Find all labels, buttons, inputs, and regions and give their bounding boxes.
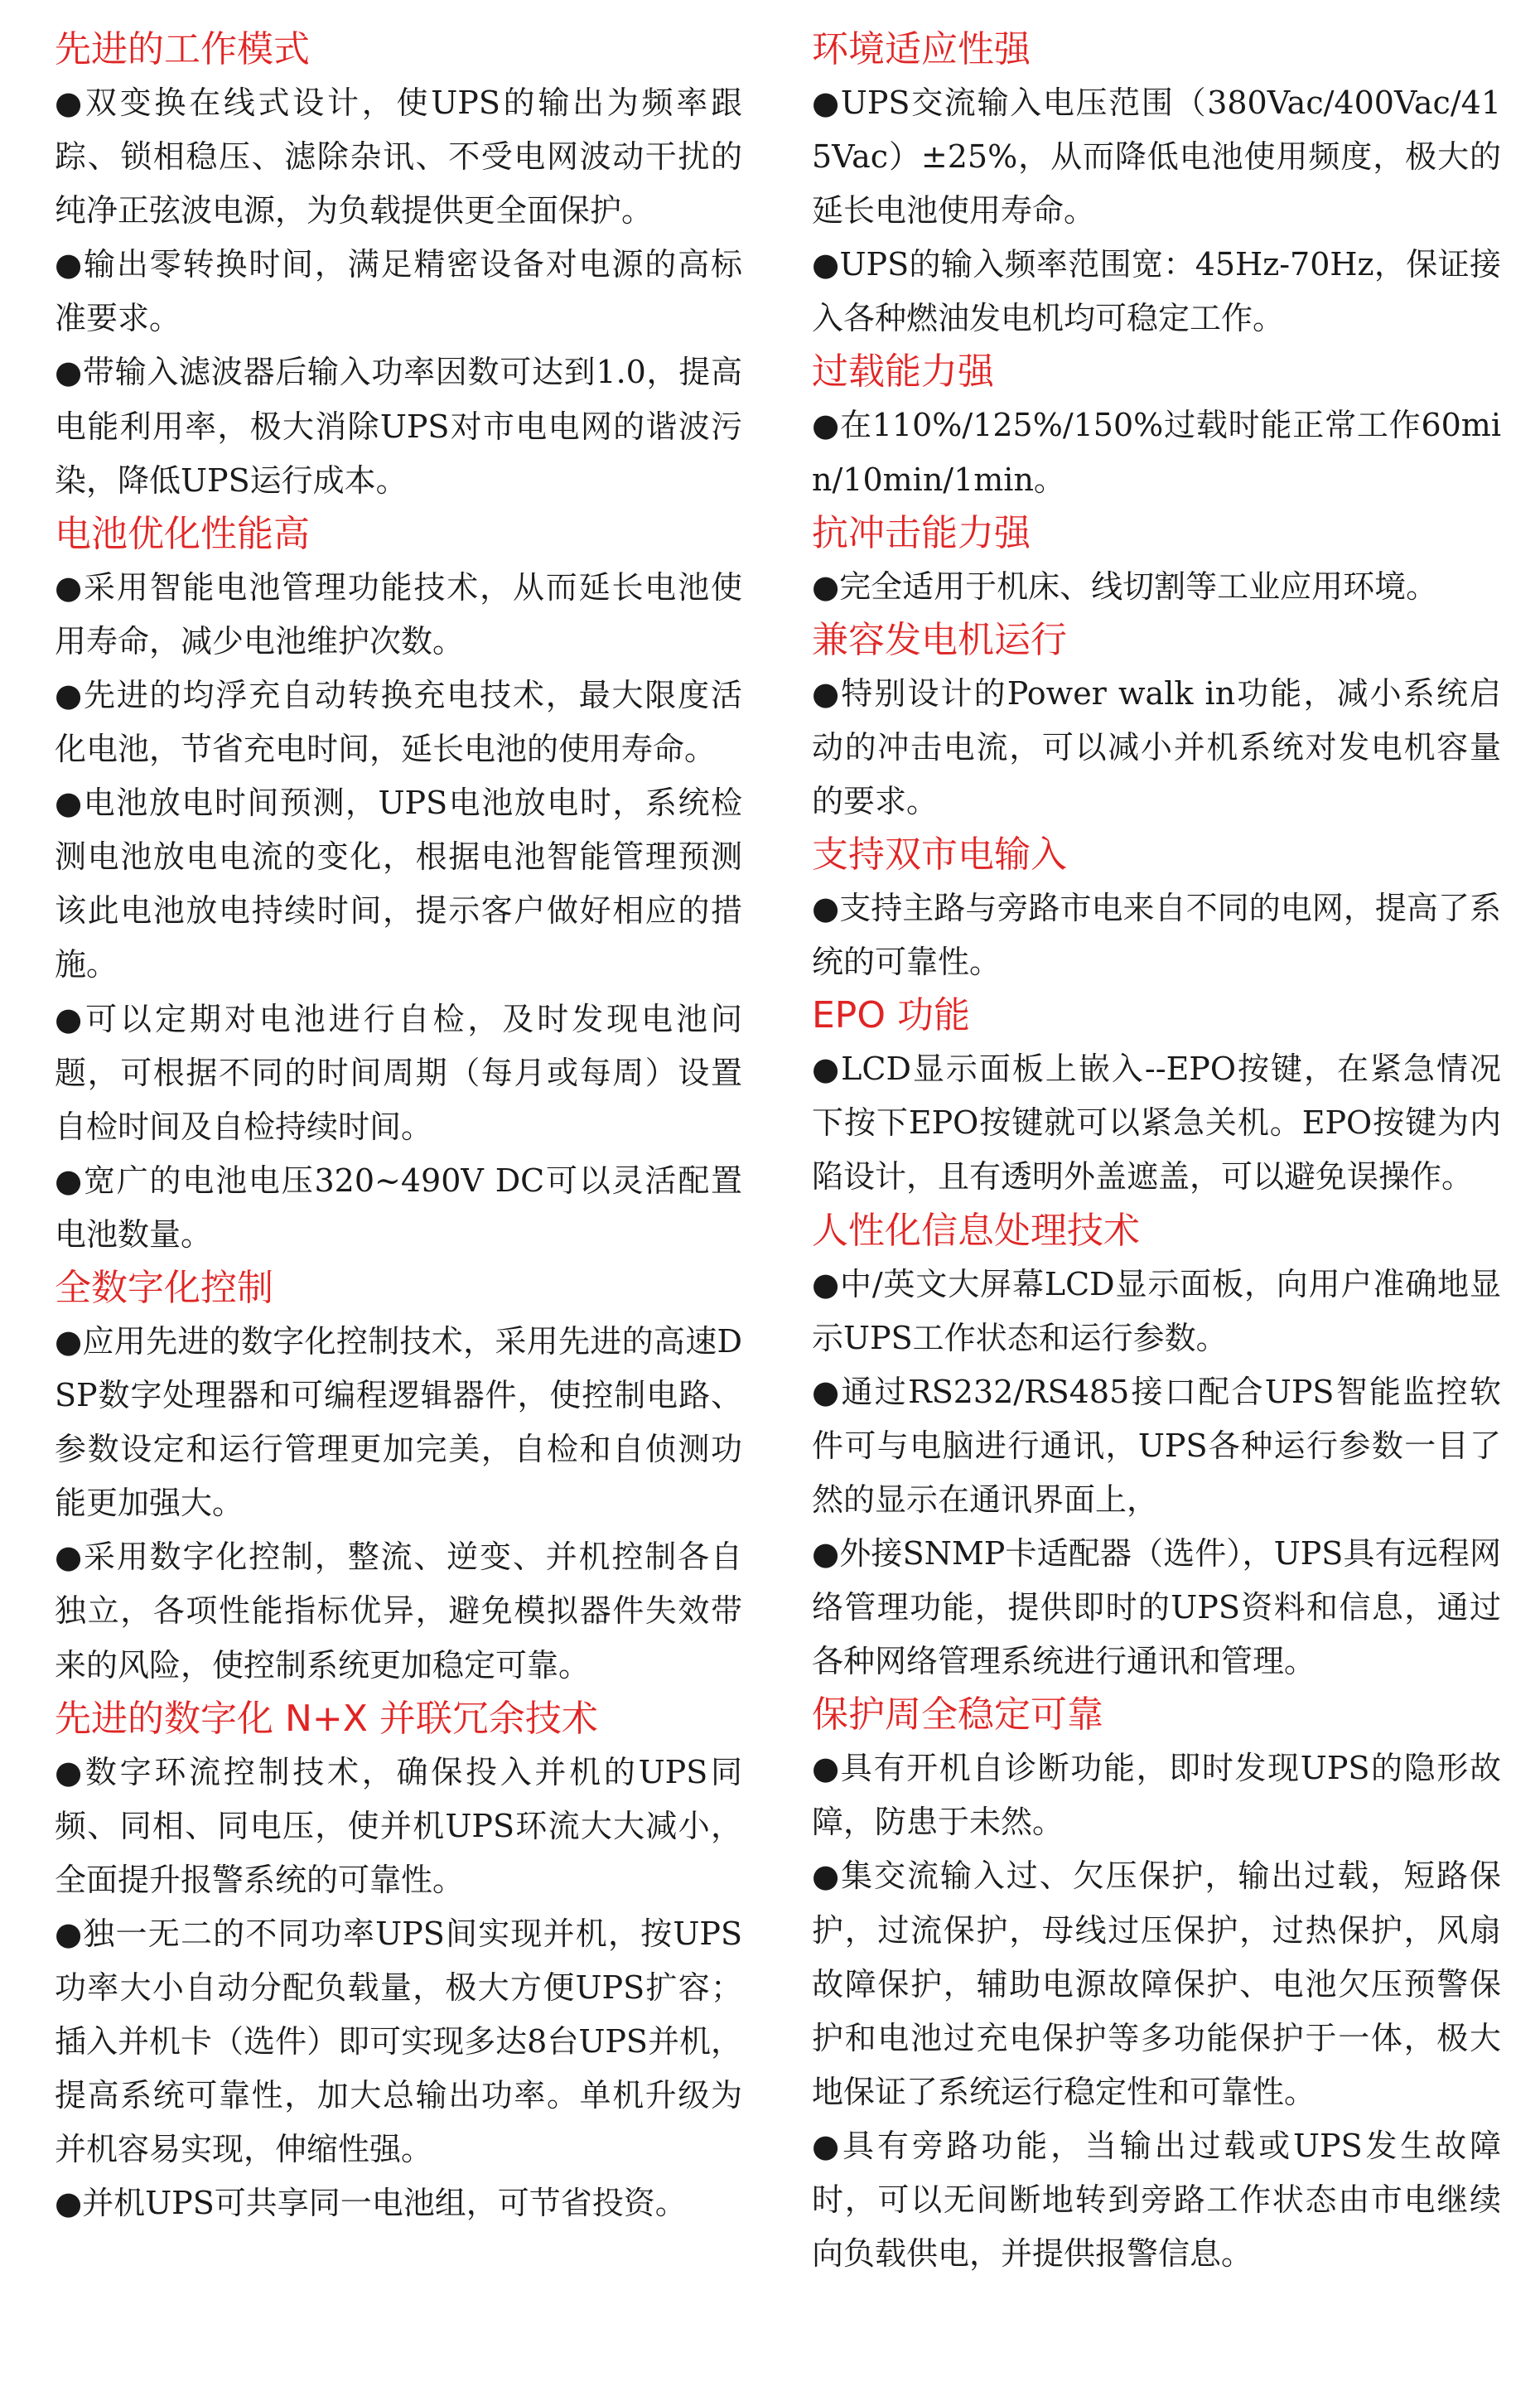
bullet-paragraph: ●采用智能电池管理功能技术，从而延长电池使用寿命，减少电池维护次数。 — [55, 568, 742, 659]
bullet-paragraph: ●带输入滤波器后输入功率因数可达到1.0，提高电能利用率，极大消除UPS对市电电网的谐波污染，降低UPS运行成本。 — [55, 354, 742, 499]
bullet-paragraph: ●并机UPS可共享同一电池组，可节省投资。 — [55, 2185, 687, 2222]
section-title: 抗冲击能力强 — [812, 511, 1031, 554]
section-title: 先进的数字化 N+X 并联冗余技术 — [55, 1697, 598, 1740]
bullet-paragraph: ●双变换在线式设计，使UPS的输出为频率跟踪、锁相稳压、滤除杂讯、不受电网波动干扰的纯净正弦波电源，为负载提供更全面保护。 — [55, 85, 742, 229]
bullet-paragraph: ●通过RS232/RS485接口配合UPS智能监控软件可与电脑进行通讯，UPS各种运行参数一目了然的显示在通讯界面上， — [812, 1373, 1501, 1518]
bullet-paragraph: ●独一无二的不同功率UPS间实现并机，按UPS功率大小自动分配负载量，极大方便UPS扩容；插入并机卡（选件）即可实现多达8台UPS并机，提高系统可靠性，加大总输出功率。单机升级为并机容易实现，伸缩性强。 — [55, 1915, 742, 2168]
bullet-paragraph: ●特别设计的Power walk in功能，减小系统启动的冲击电流，可以减小并机系统对发电机容量的要求。 — [812, 674, 1501, 819]
section-title: 保护周全稳定可靠 — [812, 1693, 1103, 1737]
bullet-paragraph: ●数字环流控制技术，确保投入并机的UPS同频、同相、同电压，使并机UPS环流大大减小，全面提升报警系统的可靠性。 — [55, 1753, 742, 1898]
left-column — [55, 23, 742, 2230]
bullet-paragraph: ●电池放电时间预测，UPS电池放电时，系统检测电池放电电流的变化，根据电池智能管理预测该此电池放电持续时间，提示客户做好相应的措施。 — [55, 785, 742, 983]
section-title: 兼容发电机运行 — [812, 618, 1067, 661]
bullet-paragraph: ●先进的均浮充自动转换充电技术，最大限度活化电池，节省充电时间，延长电池的使用寿命。 — [55, 676, 742, 768]
bullet-paragraph: ●采用数字化控制，整流、逆变、并机控制各自独立，各项性能指标优异，避免模拟器件失效带来的风险，使控制系统更加稳定可靠。 — [55, 1539, 742, 1684]
bullet-paragraph: ●应用先进的数字化控制技术，采用先进的高速DSP数字处理器和可编程逻辑器件，使控制电路、参数设定和运行管理更加完美，自检和自侦测功能更加强大。 — [55, 1322, 742, 1522]
section-title: 环境适应性强 — [812, 28, 1031, 70]
section-title: 电池优化性能高 — [55, 512, 310, 555]
section-title: 全数字化控制 — [55, 1266, 273, 1309]
bullet-paragraph: ●UPS的输入频率范围宽：45Hz-70Hz，保证接入各种燃油发电机均可稳定工作。 — [812, 246, 1501, 337]
section-title: 先进的工作模式 — [55, 28, 310, 70]
bullet-paragraph: ●具有旁路功能，当输出过载或UPS发生故障时，可以无间断地转到旁路工作状态由市电继续向负载供电，并提供报警信息。 — [812, 2127, 1501, 2273]
bullet-paragraph: ●集交流输入过、欠压保护，输出过载，短路保护，过流保护，母线过压保护，过热保护，风扇故障保护，辅助电源故障保护、电池欠压预警保护和电池过充电保护等多功能保护于一体，极大地保证了系统运行稳定性和可靠性。 — [812, 1858, 1501, 2110]
bullet-paragraph: ●可以定期对电池进行自检，及时发现电池问题，可根据不同的时间周期（每月或每周）设置自检时间及自检持续时间。 — [55, 1000, 742, 1145]
bullet-paragraph: ●宽广的电池电压320~490V DC可以灵活配置电池数量。 — [55, 1162, 742, 1253]
bullet-paragraph: ●中/英文大屏幕LCD显示面板，向用户准确地显示UPS工作状态和运行参数。 — [812, 1265, 1501, 1356]
section-title: 支持双市电输入 — [812, 833, 1067, 877]
bullet-paragraph: ●具有开机自诊断功能，即时发现UPS的隐形故障，防患于未然。 — [812, 1750, 1501, 1841]
bullet-paragraph: ●UPS交流输入电压范围（380Vac/400Vac/415Vac）±25%，从而降低电池使用频度，极大的延长电池使用寿命。 — [812, 85, 1501, 229]
bullet-paragraph: ●外接SNMP卡适配器（选件），UPS具有远程网络管理功能，提供即时的UPS资料和信息，通过各种网络管理系统进行通讯和管理。 — [812, 1534, 1501, 1680]
bullet-paragraph: ●输出零转换时间，满足精密设备对电源的高标准要求。 — [55, 246, 742, 337]
section-title: 过载能力强 — [812, 350, 994, 394]
bullet-paragraph: ●在110%/125%/150%过载时能正常工作60min/10min/1min。 — [812, 407, 1501, 498]
section-title: EPO 功能 — [812, 994, 970, 1037]
right-column — [812, 23, 1501, 2281]
bullet-paragraph: ●完全适用于机床、线切割等工业应用环境。 — [812, 568, 1438, 605]
section-title: 人性化信息处理技术 — [812, 1209, 1140, 1252]
bullet-paragraph: ●LCD显示面板上嵌入--EPO按键，在紧急情况下按下EPO按键就可以紧急关机。EPO按键为内陷设计，且有透明外盖遮盖，可以避免误操作。 — [812, 1051, 1501, 1196]
bullet-paragraph: ●支持主路与旁路市电来自不同的电网，提高了系统的可靠性。 — [812, 890, 1501, 981]
